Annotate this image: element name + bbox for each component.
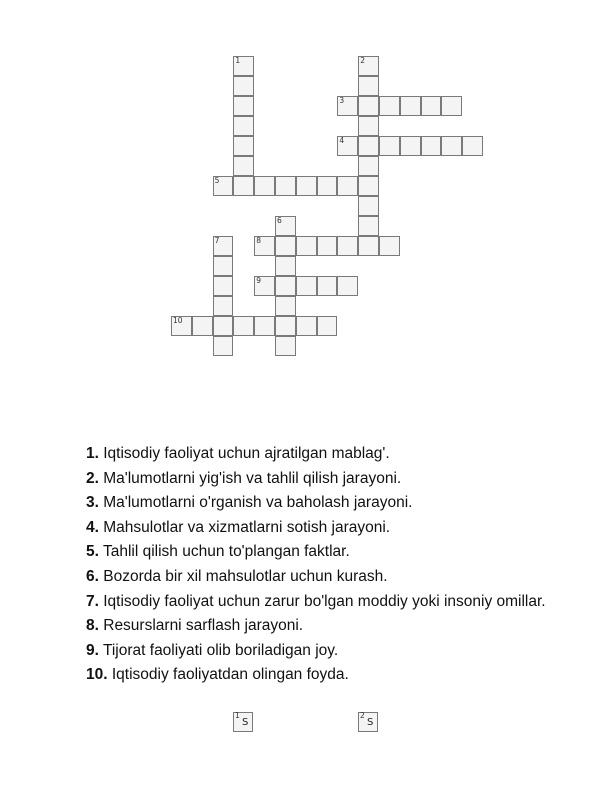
cell-number: 1 xyxy=(235,56,241,65)
crossword-cell[interactable] xyxy=(358,116,379,136)
clue-text: Iqtisodiy faoliyatdan olingan foyda. xyxy=(107,666,349,684)
crossword-cell[interactable] xyxy=(358,216,379,236)
crossword-cell[interactable] xyxy=(213,336,234,356)
crossword-cell[interactable] xyxy=(233,96,254,116)
crossword-cell[interactable] xyxy=(213,236,234,256)
crossword-cell[interactable] xyxy=(337,136,358,156)
crossword-cell[interactable] xyxy=(358,76,379,96)
crossword-cell[interactable] xyxy=(275,176,296,196)
crossword-cell[interactable] xyxy=(441,96,462,116)
cell-number: 6 xyxy=(277,216,282,225)
crossword-cell[interactable] xyxy=(254,176,275,196)
cell-number: 5 xyxy=(214,176,220,185)
clue-8 xyxy=(86,614,546,639)
cell-number: 4 xyxy=(339,136,345,145)
answer-hint-2 xyxy=(358,712,378,732)
clue-text: Iqtisodiy faoliyat uchun ajratilgan mablag'. xyxy=(98,445,390,462)
crossword-cell[interactable] xyxy=(379,136,400,156)
crossword-cell[interactable] xyxy=(275,296,296,316)
clue-text: Iqtisodiy faoliyat uchun zarur bo'lgan moddiy yoki insoniy omillar. xyxy=(98,592,546,610)
crossword-cell[interactable] xyxy=(275,336,296,356)
crossword-cell[interactable] xyxy=(254,236,275,256)
crossword-cell[interactable] xyxy=(213,296,234,316)
clue-6 xyxy=(86,565,546,590)
clue-10 xyxy=(86,663,546,688)
crossword-cell[interactable] xyxy=(233,136,254,156)
crossword-cell[interactable] xyxy=(296,316,317,336)
crossword-cell[interactable] xyxy=(317,276,338,296)
hint-number: 1 xyxy=(235,711,240,720)
hint-letter: S xyxy=(242,717,249,728)
crossword-cell[interactable] xyxy=(337,236,358,256)
clue-2 xyxy=(86,467,546,492)
crossword-cell[interactable] xyxy=(358,196,379,216)
crossword-cell[interactable] xyxy=(213,176,234,196)
crossword-cell[interactable] xyxy=(379,236,400,256)
crossword-cell[interactable] xyxy=(296,276,317,296)
crossword-cell[interactable] xyxy=(233,316,254,336)
clue-number: 10. xyxy=(86,666,108,684)
crossword-cell[interactable] xyxy=(317,316,338,336)
clue-9 xyxy=(86,639,546,664)
crossword-cell[interactable] xyxy=(275,256,296,276)
crossword-cell[interactable] xyxy=(462,136,483,156)
crossword-cell[interactable] xyxy=(317,176,338,196)
cell-number: 3 xyxy=(339,96,345,105)
clue-text: Resurslarni sarflash jarayoni. xyxy=(98,617,304,635)
clue-text: Ma'lumotlarni yig'ish va tahlil qilish jarayoni. xyxy=(98,469,402,487)
clue-number: 9. xyxy=(86,641,99,659)
crossword-cell[interactable] xyxy=(317,236,338,256)
crossword-cell[interactable] xyxy=(171,316,192,336)
crossword-cell[interactable] xyxy=(213,256,234,276)
clue-1 xyxy=(86,442,546,467)
crossword-cell[interactable] xyxy=(337,276,358,296)
hint-letter: S xyxy=(367,717,374,728)
crossword-cell[interactable] xyxy=(421,136,442,156)
crossword-cell[interactable] xyxy=(337,176,358,196)
cell-number: 8 xyxy=(256,236,261,245)
cell-number: 7 xyxy=(214,236,220,245)
crossword-cell[interactable] xyxy=(233,56,254,76)
clue-number: 5. xyxy=(86,543,99,561)
crossword-cell[interactable] xyxy=(275,316,296,336)
crossword-cell[interactable] xyxy=(358,156,379,176)
clue-text: Tijorat faoliyati olib boriladigan joy. xyxy=(98,641,339,659)
cell-number: 10 xyxy=(173,316,183,325)
clue-number: 6. xyxy=(86,567,99,585)
crossword-cell[interactable] xyxy=(358,136,379,156)
cell-number: 2 xyxy=(360,56,365,65)
crossword-cell[interactable] xyxy=(358,56,379,76)
clue-4 xyxy=(86,516,546,541)
crossword-cell[interactable] xyxy=(441,136,462,156)
crossword-cell[interactable] xyxy=(400,96,421,116)
clue-text: Mahsulotlar va xizmatlarni sotish jarayoni. xyxy=(98,518,391,536)
crossword-cell[interactable] xyxy=(296,236,317,256)
crossword-cell[interactable] xyxy=(254,276,275,296)
crossword-cell[interactable] xyxy=(192,316,213,336)
answer-hint-1 xyxy=(233,712,253,732)
crossword-cell[interactable] xyxy=(213,276,234,296)
clue-7 xyxy=(86,590,546,615)
crossword-cell[interactable] xyxy=(254,316,275,336)
crossword-cell[interactable] xyxy=(233,156,254,176)
clue-3 xyxy=(86,491,546,516)
clue-number: 8. xyxy=(86,617,99,635)
hint-number: 2 xyxy=(360,711,365,720)
crossword-cell[interactable] xyxy=(400,136,421,156)
cell-number: 9 xyxy=(256,276,261,285)
clue-5 xyxy=(86,540,546,565)
crossword-cell[interactable] xyxy=(275,276,296,296)
crossword-cell[interactable] xyxy=(233,76,254,96)
crossword-cell[interactable] xyxy=(275,236,296,256)
crossword-cell[interactable] xyxy=(213,316,234,336)
crossword-cell[interactable] xyxy=(358,176,379,196)
crossword-cell[interactable] xyxy=(421,96,442,116)
crossword-cell[interactable] xyxy=(233,116,254,136)
clue-number: 2. xyxy=(86,469,99,487)
clue-text: Tahlil qilish uchun to'plangan faktlar. xyxy=(98,543,350,561)
crossword-cell[interactable] xyxy=(337,96,358,116)
crossword-cell[interactable] xyxy=(379,96,400,116)
clue-number: 7. xyxy=(86,592,99,610)
crossword-cell[interactable] xyxy=(296,176,317,196)
crossword-cell[interactable] xyxy=(358,236,379,256)
crossword-cell[interactable] xyxy=(275,216,296,236)
clue-number: 1. xyxy=(86,445,99,462)
clue-list xyxy=(86,442,546,688)
clue-text: Bozorda bir xil mahsulotlar uchun kurash. xyxy=(98,567,388,585)
crossword-cell[interactable] xyxy=(358,96,379,116)
clue-text: Ma'lumotlarni o'rganish va baholash jarayoni. xyxy=(98,494,413,512)
clue-number: 4. xyxy=(86,518,99,536)
clue-number: 3. xyxy=(86,494,99,512)
crossword-cell[interactable] xyxy=(233,176,254,196)
